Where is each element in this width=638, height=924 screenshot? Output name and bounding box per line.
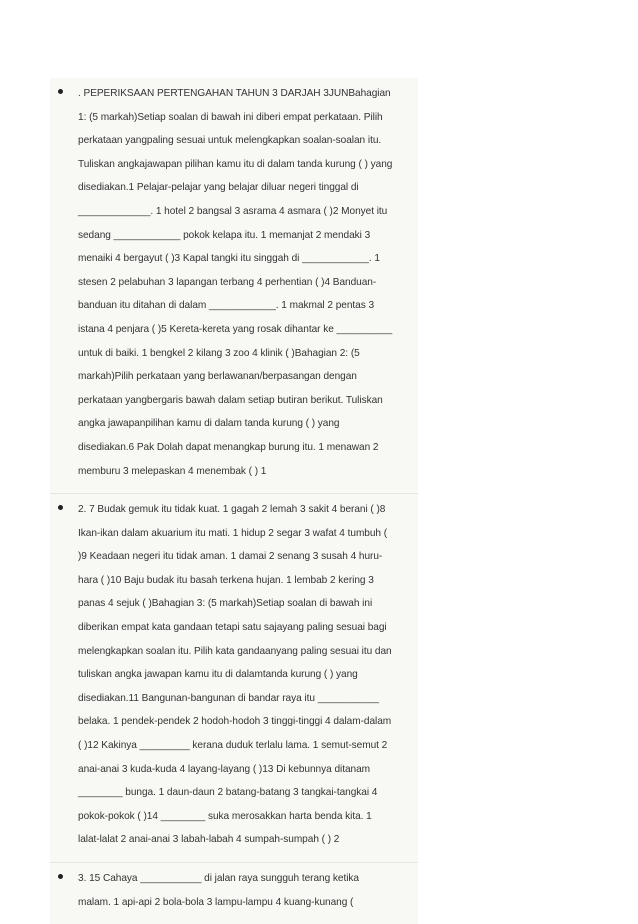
- bullet-icon: [58, 505, 63, 510]
- list-item: [50, 78, 418, 494]
- list-item: [50, 494, 418, 863]
- list-item-text: 3. 15 Cahaya ___________ di jalan raya sungguh terang ketika malam. 1 api-api 2 bola-bola 3 lampu-lampu 4 kuang-kunang (: [78, 873, 359, 908]
- bullet-icon: [58, 874, 63, 879]
- list-item-text: . PEPERIKSAAN PERTENGAHAN TAHUN 3 DARJAH 3JUNBahagian 1: (5 markah)Setiap soalan di bawah ini diberi empat perkataan. Pilih perkataan yangpaling sesuai untuk melengkapkan soalan-soalan itu. Tuliskan angkajawapan pilihan kamu itu di dalam tanda kurung ( ) yang disediakan.1 Pelajar-pelajar yang belajar diluar negeri tinggal di _____________. 1 hotel 2 bangsal 3 asrama 4 asmara ( )2 Monyet itu sedang ____________ pokok kelapa itu. 1 memanjat 2 mendaki 3 menaiki 4 bergayut ( )3 Kapal tangki itu singgah di ____________. 1 stesen 2 pelabuhan 3 lapangan terbang 4 perhentian ( )4 Banduan- banduan itu ditahan di dalam ____________. 1 makmal 2 pentas 3 istana 4 penjara ( )5 Kereta-kereta yang rosak dihantar ke __________ untuk di baiki. 1 bengkel 2 kilang 3 zoo 4 klinik ( )Bahagian 2: (5 markah)Pilih perkataan yang berlawanan/berpasangan dengan perkataan yangbergaris bawah dalam setiap butiran berikut. Tuliskan angka jawapanpilihan kamu di dalam tanda kurung ( ) yang disediakan.6 Pak Dolah dapat menangkap burung itu. 1 menawan 2 memburu 3 melepaskan 4 menembak ( ) 1: [78, 88, 393, 477]
- bullet-icon: [58, 89, 63, 94]
- list-item: [50, 863, 418, 924]
- list-item-text: 2. 7 Budak gemuk itu tidak kuat. 1 gagah 2 lemah 3 sakit 4 berani ( )8 Ikan-ikan dalam akuarium itu mati. 1 hidup 2 segar 3 wafat 4 tumbuh ( )9 Keadaan negeri itu tidak aman. 1 damai 2 senang 3 susah 4 huru- hara ( )10 Baju budak itu basah terkena hujan. 1 lembab 2 kering 3 panas 4 sejuk ( )Bahagian 3: (5 markah)Setiap soalan di bawah ini diberikan empat kata gandaan tetapi satu sajayang paling sesuai bagi melengkapkan soalan itu. Pilih kata gandaanyang paling sesuai itu dan tuliskan angka jawapan kamu itu di dalamtanda kurung ( ) yang disediakan.11 Bangunan-bangunan di bandar raya itu ___________ belaka. 1 pendek-pendek 2 hodoh-hodoh 3 tinggi-tinggi 4 dalam-dalam ( )12 Kakinya _________ kerana duduk terlalu lama. 1 semut-semut 2 anai-anai 3 kuda-kuda 4 layang-layang ( )13 Di kebunnya ditanam ________ bunga. 1 daun-daun 2 batang-batang 3 tangkai-tangkai 4 pokok-pokok ( )14 ________ suka merosakkan harta benda kita. 1 lalat-lalat 2 anai-anai 3 labah-labah 4 sumpah-sumpah ( ) 2: [78, 504, 392, 846]
- document-body: [50, 78, 418, 924]
